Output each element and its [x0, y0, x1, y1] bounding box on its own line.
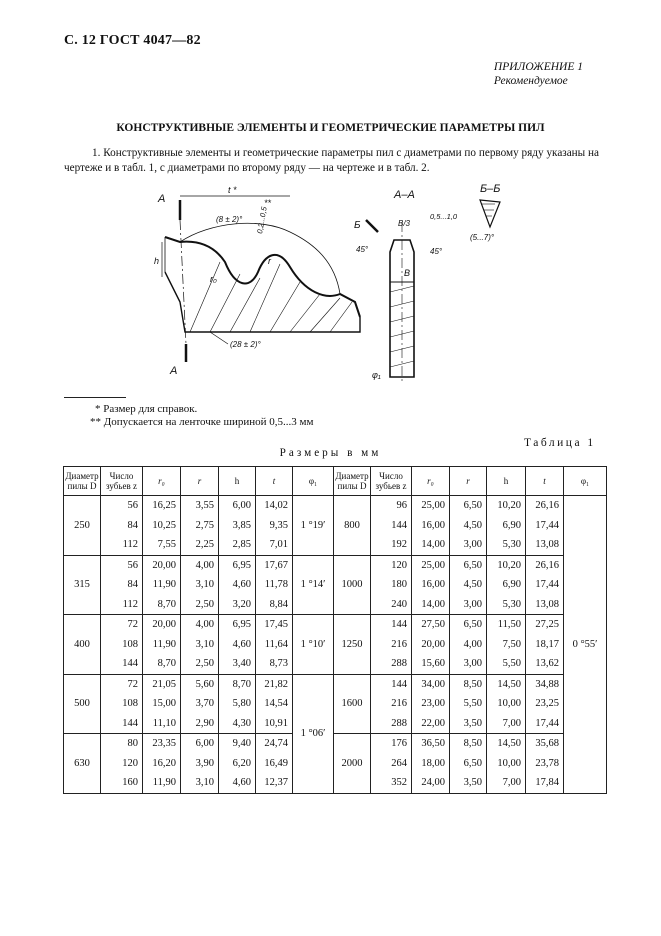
- cell-r: 3,10: [181, 575, 219, 595]
- sizes-label: Размеры в мм: [279, 447, 382, 459]
- cell-r0-2: 14,00: [412, 595, 450, 615]
- cell-h: 6,95: [219, 615, 256, 635]
- cell-r: 2,50: [181, 595, 219, 615]
- cell-t-2: 17,44: [526, 575, 564, 595]
- header-r0: r₀: [143, 467, 181, 496]
- cell-teeth: 144: [101, 654, 143, 674]
- footnote-rule: [64, 397, 126, 398]
- header-phi: φ₁: [293, 467, 334, 496]
- cell-t: 24,74: [256, 734, 293, 754]
- dim-45a: 45°: [356, 245, 369, 254]
- saw-body: [165, 272, 360, 332]
- cell-r-2: 3,00: [450, 595, 487, 615]
- cell-t-2: 27,25: [526, 615, 564, 635]
- cell-r: 2,75: [181, 516, 219, 536]
- cell-r0-2: 27,50: [412, 615, 450, 635]
- cell-h: 3,85: [219, 516, 256, 536]
- cell-h-2: 10,00: [487, 694, 526, 714]
- cell-r0: 8,70: [143, 595, 181, 615]
- cell-r-2: 5,50: [450, 694, 487, 714]
- cell-teeth: 144: [101, 714, 143, 734]
- cell-r0: 20,00: [143, 555, 181, 575]
- dim-t: t *: [228, 185, 237, 195]
- cell-r0: 11,90: [143, 773, 181, 793]
- label-b: Б: [354, 220, 361, 231]
- cell-r: 3,55: [181, 496, 219, 516]
- cell-r: 6,00: [181, 734, 219, 754]
- cell-diameter-2: 1000: [334, 555, 371, 615]
- cell-r0-2: 25,00: [412, 496, 450, 516]
- cell-r0-2: 24,00: [412, 773, 450, 793]
- section-title: КОНСТРУКТИВНЫЕ ЭЛЕМЕНТЫ И ГЕОМЕТРИЧЕСКИЕ ПАРАМЕТРЫ ПИЛ: [116, 122, 545, 134]
- hatching: [190, 262, 352, 332]
- cell-r0-2: 18,00: [412, 754, 450, 774]
- cell-r0: 16,20: [143, 754, 181, 774]
- parameters-table: [63, 466, 607, 794]
- cell-t: 16,49: [256, 754, 293, 774]
- cell-r-2: 4,50: [450, 575, 487, 595]
- cell-r0: 20,00: [143, 615, 181, 635]
- dim-45b: 45°: [430, 247, 443, 256]
- cell-t-2: 26,16: [526, 555, 564, 575]
- cell-teeth: 84: [101, 575, 143, 595]
- cell-t: 10,91: [256, 714, 293, 734]
- cell-teeth: 108: [101, 694, 143, 714]
- cell-r-2: 6,50: [450, 496, 487, 516]
- cell-r0-2: 16,00: [412, 575, 450, 595]
- cell-h-2: 10,20: [487, 496, 526, 516]
- cell-r0-2: 34,00: [412, 674, 450, 694]
- cell-r0: 11,90: [143, 635, 181, 655]
- dim-angle-28: (28 ± 2)°: [230, 340, 261, 349]
- cell-diameter: 250: [64, 496, 101, 556]
- cell-r-2: 4,50: [450, 516, 487, 536]
- page-header: С. 12 ГОСТ 4047—82: [64, 33, 201, 48]
- cell-h-2: 7,00: [487, 714, 526, 734]
- cell-h-2: 7,00: [487, 773, 526, 793]
- cell-teeth: 80: [101, 734, 143, 754]
- cell-diameter-2: 2000: [334, 734, 371, 794]
- cell-teeth-2: 240: [371, 595, 412, 615]
- cell-h: 9,40: [219, 734, 256, 754]
- cell-h: 4,60: [219, 575, 256, 595]
- cell-r-2: 4,00: [450, 635, 487, 655]
- intro-paragraph: 1. Конструктивные элементы и геометрические параметры пил с диаметрами по первому ряду указаны на чертеже и в табл. 1, с диаметрами по второму ряду — на чертеже и в табл. 2.: [64, 147, 599, 174]
- cell-phi: 1 °14′: [293, 555, 334, 615]
- cell-phi: 1 °19′: [293, 496, 334, 556]
- cell-t-2: 34,88: [526, 674, 564, 694]
- dim-phi: φ₁: [372, 370, 381, 380]
- dim-5-7: (5...7)°: [470, 233, 495, 242]
- cell-t-2: 13,08: [526, 535, 564, 555]
- cell-r-2: 3,50: [450, 773, 487, 793]
- header-d: Диаметр пилы D: [64, 467, 101, 496]
- dim-h: h: [154, 256, 160, 266]
- cell-teeth-2: 264: [371, 754, 412, 774]
- cell-h-2: 14,50: [487, 734, 526, 754]
- table-row: [64, 615, 607, 635]
- cell-teeth: 72: [101, 615, 143, 635]
- table-header-row: [64, 467, 607, 496]
- cell-t: 17,45: [256, 615, 293, 635]
- cell-r0: 23,35: [143, 734, 181, 754]
- cell-r-2: 6,50: [450, 555, 487, 575]
- cell-teeth-2: 144: [371, 615, 412, 635]
- cell-t-2: 23,25: [526, 694, 564, 714]
- table-row: [64, 674, 607, 694]
- cell-r: 3,90: [181, 754, 219, 774]
- cell-h: 8,70: [219, 674, 256, 694]
- cell-teeth: 112: [101, 535, 143, 555]
- cell-h-2: 6,90: [487, 516, 526, 536]
- tooth-profile: [165, 237, 360, 317]
- label-a-top: А: [158, 193, 166, 205]
- cell-t-2: 13,62: [526, 654, 564, 674]
- cell-r: 2,50: [181, 654, 219, 674]
- cell-phi: 1 °10′: [293, 615, 334, 675]
- cell-teeth-2: 288: [371, 714, 412, 734]
- cell-r0-2: 16,00: [412, 516, 450, 536]
- cell-h: 6,00: [219, 496, 256, 516]
- cell-h-2: 7,50: [487, 635, 526, 655]
- dim-r0: r₀: [210, 274, 217, 284]
- dim-r: r: [268, 256, 271, 266]
- cell-t: 8,73: [256, 654, 293, 674]
- cell-t: 14,54: [256, 694, 293, 714]
- appendix-block: [494, 60, 583, 88]
- cell-h-2: 5,50: [487, 654, 526, 674]
- header-r-2: r: [450, 467, 487, 496]
- cell-r: 2,25: [181, 535, 219, 555]
- table-row: [64, 734, 607, 754]
- header-r: r: [181, 467, 219, 496]
- cell-diameter: 315: [64, 555, 101, 615]
- cell-diameter: 400: [64, 615, 101, 675]
- cell-diameter-2: 1250: [334, 615, 371, 675]
- cell-r0: 16,25: [143, 496, 181, 516]
- table-label: Таблица 1: [524, 437, 596, 449]
- cell-diameter-2: 1600: [334, 674, 371, 734]
- cell-r-2: 3,00: [450, 654, 487, 674]
- cell-r-2: 8,50: [450, 734, 487, 754]
- label-view-b: Б–Б: [480, 183, 501, 195]
- footnote-2: ** Допускается на ленточке шириной 0,5...3 мм: [90, 416, 314, 428]
- cell-r: 2,90: [181, 714, 219, 734]
- header-h: h: [219, 467, 256, 496]
- cell-h: 4,60: [219, 635, 256, 655]
- cell-t: 21,82: [256, 674, 293, 694]
- cell-teeth-2: 216: [371, 635, 412, 655]
- cell-h-2: 14,50: [487, 674, 526, 694]
- cell-r0-2: 36,50: [412, 734, 450, 754]
- cell-r0-2: 14,00: [412, 535, 450, 555]
- cell-r-2: 3,00: [450, 535, 487, 555]
- cell-r0: 8,70: [143, 654, 181, 674]
- dim-b3: B/3: [398, 219, 411, 228]
- cell-teeth-2: 192: [371, 535, 412, 555]
- cell-r0-2: 23,00: [412, 694, 450, 714]
- cell-r0-2: 22,00: [412, 714, 450, 734]
- cell-teeth-2: 144: [371, 674, 412, 694]
- dim-stars: **: [264, 198, 272, 208]
- cell-t-2: 18,17: [526, 635, 564, 655]
- cell-teeth-2: 288: [371, 654, 412, 674]
- cell-h-2: 10,00: [487, 754, 526, 774]
- cell-t: 12,37: [256, 773, 293, 793]
- header-z: Число зубьев z: [101, 467, 143, 496]
- dim-05-10: 0,5...1,0: [430, 212, 458, 221]
- cell-teeth: 56: [101, 555, 143, 575]
- cell-r: 3,70: [181, 694, 219, 714]
- cell-phi-2: 0 °55′: [564, 496, 607, 794]
- cell-diameter-2: 800: [334, 496, 371, 556]
- cell-teeth-2: 176: [371, 734, 412, 754]
- cell-t-2: 17,44: [526, 714, 564, 734]
- dim-02-05: 0,2...0,5: [255, 206, 269, 235]
- cell-teeth-2: 352: [371, 773, 412, 793]
- cell-h-2: 5,30: [487, 595, 526, 615]
- cell-teeth: 112: [101, 595, 143, 615]
- cell-h: 6,95: [219, 555, 256, 575]
- cell-t-2: 17,44: [526, 516, 564, 536]
- cell-diameter: 500: [64, 674, 101, 734]
- cell-r: 4,00: [181, 615, 219, 635]
- cell-t: 11,64: [256, 635, 293, 655]
- cell-r0: 7,55: [143, 535, 181, 555]
- cell-teeth-2: 96: [371, 496, 412, 516]
- cell-diameter: 630: [64, 734, 101, 794]
- cell-t-2: 13,08: [526, 595, 564, 615]
- appendix-title: ПРИЛОЖЕНИЕ 1: [493, 61, 583, 73]
- cell-h: 4,60: [219, 773, 256, 793]
- cell-teeth-2: 120: [371, 555, 412, 575]
- cell-t-2: 26,16: [526, 496, 564, 516]
- cell-r: 4,00: [181, 555, 219, 575]
- header-t-2: t: [526, 467, 564, 496]
- cell-h: 4,30: [219, 714, 256, 734]
- cell-r: 3,10: [181, 635, 219, 655]
- cell-r: 3,10: [181, 773, 219, 793]
- cell-teeth: 84: [101, 516, 143, 536]
- header-phi-2: φ₁: [564, 467, 607, 496]
- cell-teeth: 108: [101, 635, 143, 655]
- appendix-note: Рекомендуемое: [493, 75, 568, 87]
- dim-b: B: [404, 268, 411, 278]
- cell-r0: 11,90: [143, 575, 181, 595]
- cell-teeth: 120: [101, 754, 143, 774]
- cell-t: 8,84: [256, 595, 293, 615]
- cell-r-2: 6,50: [450, 754, 487, 774]
- cell-r0-2: 20,00: [412, 635, 450, 655]
- header-z-2: Число зубьев z: [371, 467, 412, 496]
- cell-t: 7,01: [256, 535, 293, 555]
- header-t: t: [256, 467, 293, 496]
- cell-phi: 1 °06′: [293, 674, 334, 793]
- cell-t: 11,78: [256, 575, 293, 595]
- cell-t: 17,67: [256, 555, 293, 575]
- cell-teeth: 72: [101, 674, 143, 694]
- cell-teeth-2: 144: [371, 516, 412, 536]
- cell-r0: 11,10: [143, 714, 181, 734]
- label-a-bottom: А: [170, 365, 178, 377]
- cell-t-2: 23,78: [526, 754, 564, 774]
- cell-r0-2: 15,60: [412, 654, 450, 674]
- dim-angle-8: (8 ± 2)°: [216, 215, 243, 224]
- cell-t: 14,02: [256, 496, 293, 516]
- cell-r0: 21,05: [143, 674, 181, 694]
- cell-r0-2: 25,00: [412, 555, 450, 575]
- cell-r0: 10,25: [143, 516, 181, 536]
- cell-r: 5,60: [181, 674, 219, 694]
- cell-h: 6,20: [219, 754, 256, 774]
- header-r0-2: r₀: [412, 467, 450, 496]
- cell-h: 2,85: [219, 535, 256, 555]
- footnote-1: * Размер для справок.: [95, 403, 198, 415]
- cell-r-2: 6,50: [450, 615, 487, 635]
- cell-h-2: 5,30: [487, 535, 526, 555]
- cell-t-2: 17,84: [526, 773, 564, 793]
- cell-teeth: 160: [101, 773, 143, 793]
- cell-h-2: 10,20: [487, 555, 526, 575]
- cell-teeth-2: 216: [371, 694, 412, 714]
- cell-h-2: 6,90: [487, 575, 526, 595]
- cell-h: 3,20: [219, 595, 256, 615]
- cell-teeth-2: 180: [371, 575, 412, 595]
- cell-h: 3,40: [219, 654, 256, 674]
- cell-r-2: 8,50: [450, 674, 487, 694]
- table-row: [64, 555, 607, 575]
- cell-teeth: 56: [101, 496, 143, 516]
- header-h-2: h: [487, 467, 526, 496]
- cell-r-2: 3,50: [450, 714, 487, 734]
- cell-t-2: 35,68: [526, 734, 564, 754]
- cell-h: 5,80: [219, 694, 256, 714]
- saw-tooth-drawing: [140, 182, 520, 392]
- header-d-2: Диаметр пилы D: [334, 467, 371, 496]
- cell-t: 9,35: [256, 516, 293, 536]
- label-section: А–А: [394, 189, 415, 201]
- cell-h-2: 11,50: [487, 615, 526, 635]
- table-row: [64, 496, 607, 516]
- cell-r0: 15,00: [143, 694, 181, 714]
